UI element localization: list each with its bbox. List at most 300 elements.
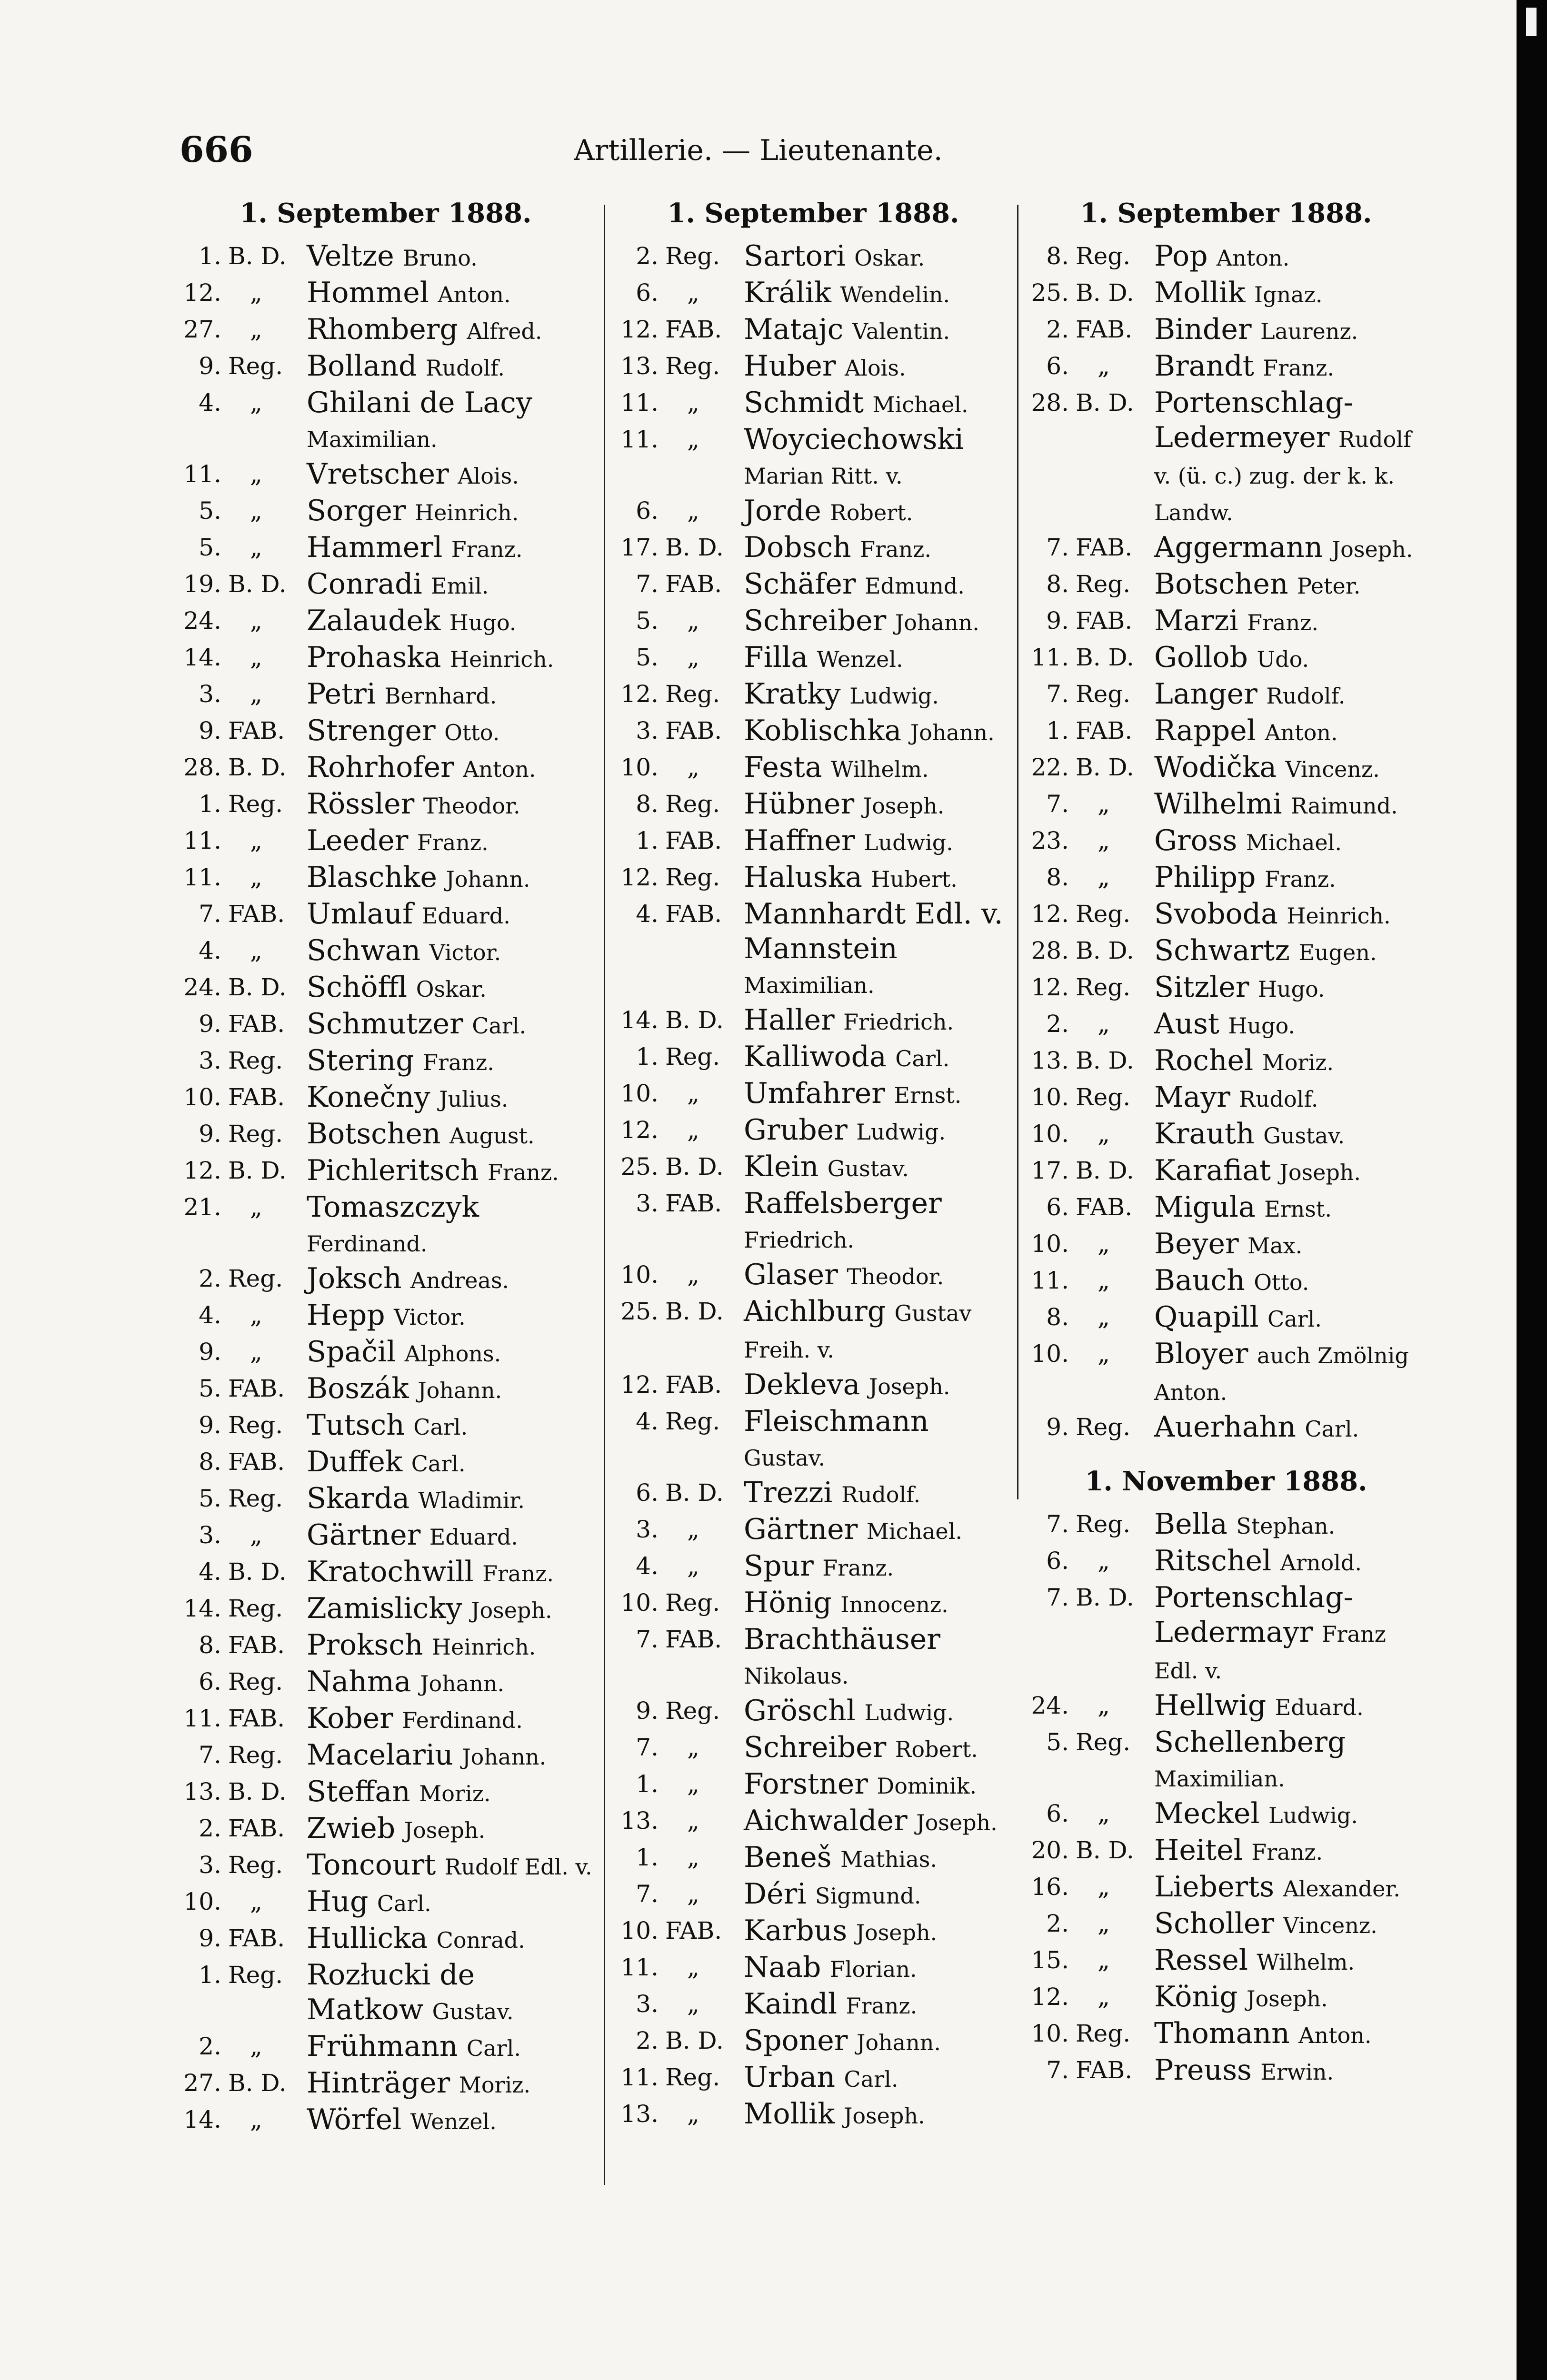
entry-surname: Kratochwill <box>307 1555 474 1589</box>
entry-unit: „ <box>250 1888 262 1916</box>
entry-name <box>307 349 595 386</box>
entry-name <box>307 1884 595 1921</box>
entry-name <box>307 2029 595 2066</box>
list-item <box>176 1335 595 1371</box>
entry-name <box>744 1003 1013 1040</box>
entry-given-name: Florian. <box>829 1956 917 1983</box>
entry-surname: Beneš <box>744 1841 832 1874</box>
list-item <box>613 1404 1013 1476</box>
entry-given-name: Ludwig. <box>856 1119 946 1145</box>
entry-unit: FAB. <box>228 1083 285 1111</box>
list-item <box>176 1958 595 2029</box>
entry-unit: Reg. <box>665 790 720 818</box>
entry-surname: Krauth <box>1154 1117 1255 1151</box>
entry-surname: Tutsch <box>307 1408 405 1442</box>
list-item <box>176 1445 595 1481</box>
entry-number: 12. <box>1031 900 1069 928</box>
entry-unit: Reg. <box>228 1961 283 1989</box>
list-item <box>176 897 595 933</box>
entry-given-name: Stephan. <box>1236 1513 1336 1539</box>
list-item <box>1024 1080 1428 1117</box>
entry-unit: FAB. <box>665 1917 722 1945</box>
entry-number: 10. <box>620 1589 659 1617</box>
list-item <box>176 1591 595 1628</box>
entry-given-name: Max. <box>1248 1233 1303 1259</box>
entry-surname: Aust <box>1154 1007 1219 1041</box>
entry-name <box>1154 1153 1428 1190</box>
entry-given-name: Rudolf. <box>1266 683 1346 709</box>
entry-surname: Zwieb <box>307 1812 396 1845</box>
entry-name <box>307 1811 595 1848</box>
entry-number: 6. <box>1046 1547 1069 1575</box>
list-item <box>1024 1300 1428 1337</box>
entry-surname: Schellenberg <box>1154 1726 1346 1759</box>
entry-name <box>307 2066 595 2102</box>
entry-given-name: Friedrich. <box>843 1009 954 1035</box>
entry-given-name: Valentin. <box>852 318 950 345</box>
entry-number: 5. <box>636 607 659 635</box>
entry-surname: Schreiber <box>744 1731 887 1765</box>
entry-unit: Reg. <box>1076 1728 1131 1756</box>
entry-number: 4. <box>199 389 221 417</box>
entry-name <box>744 1549 1013 1586</box>
list-item <box>1024 1410 1428 1447</box>
entry-number: 14. <box>620 1006 659 1034</box>
entry-surname: Bolland <box>307 349 417 383</box>
entry-surname: Hommel <box>307 276 429 310</box>
entry-surname: Botschen <box>307 1117 441 1151</box>
entry-number: 12. <box>620 316 659 344</box>
entry-unit: „ <box>1098 790 1110 818</box>
entry-unit: „ <box>687 2100 699 2128</box>
list-item <box>613 1186 1013 1258</box>
entry-unit: FAB. <box>228 1631 285 1659</box>
entry-number: 25. <box>620 1153 659 1181</box>
entry-given-name: Carl. <box>467 2035 521 2062</box>
entry-name <box>744 1877 1013 1914</box>
entry-surname: Rochel <box>1154 1044 1254 1078</box>
entry-number: 17. <box>620 534 659 562</box>
entry-given-name: Ignaz. <box>1254 282 1323 308</box>
entry-unit: B. D. <box>665 1153 724 1181</box>
entry-number: 12. <box>183 279 221 307</box>
entry-name <box>1154 1580 1428 1688</box>
entry-given-name: Wenzel. <box>817 646 903 673</box>
entry-number: 6. <box>1046 1800 1069 1828</box>
entry-unit: FAB. <box>228 1705 285 1733</box>
entry-given-name: Peter. <box>1297 573 1361 599</box>
entry-number: 5. <box>199 1485 221 1513</box>
entry-name <box>744 349 1013 386</box>
list-item <box>176 1811 595 1848</box>
entry-surname: Gollob <box>1154 641 1248 674</box>
entry-surname: Hübner <box>744 787 855 821</box>
entry-unit: FAB. <box>665 717 722 745</box>
entry-name <box>1154 1337 1428 1410</box>
entry-name <box>744 1512 1013 1549</box>
entry-unit: B. D. <box>665 1298 724 1326</box>
page-number: 666 <box>180 129 253 170</box>
entry-unit: „ <box>1098 1873 1110 1901</box>
entry-unit: Reg. <box>1076 1083 1131 1111</box>
entry-name <box>1154 239 1428 276</box>
entry-unit: Reg. <box>228 1265 283 1293</box>
entry-surname: Binder <box>1154 313 1252 347</box>
entry-given-name: Carl. <box>413 1414 468 1440</box>
list-item <box>1024 1153 1428 1190</box>
entry-given-name: Otto. <box>1254 1269 1309 1296</box>
entry-name <box>1154 677 1428 714</box>
entry-given-name: Rudolf. <box>1239 1086 1318 1112</box>
entry-surname: Spur <box>744 1549 814 1583</box>
list-item <box>1024 1007 1428 1043</box>
entry-given-name: Joseph. <box>404 1817 486 1844</box>
entry-unit: Reg. <box>665 680 720 708</box>
entry-name <box>744 567 1013 604</box>
entry-unit: „ <box>1098 1547 1110 1575</box>
list-item <box>176 2102 595 2139</box>
entry-unit: B. D. <box>665 534 724 562</box>
list-item <box>1024 2016 1428 2053</box>
list-item <box>1024 750 1428 787</box>
list-item <box>176 1848 595 1884</box>
entry-given-name: Carl. <box>895 1046 950 1072</box>
entry-surname: Déri <box>744 1877 807 1911</box>
entry-given-name: Joseph. <box>471 1597 552 1624</box>
entry-number: 7. <box>1046 790 1069 818</box>
entry-given-name: Otto. <box>444 720 500 746</box>
entry-surname: Portenschlag-Ledermeyer <box>1154 386 1353 455</box>
entry-unit: FAB. <box>1076 717 1133 745</box>
entry-surname: Konečny <box>307 1081 430 1114</box>
entry-unit: FAB. <box>1076 607 1133 635</box>
entry-name <box>744 823 1013 860</box>
entry-surname: Beyer <box>1154 1227 1239 1261</box>
entry-unit: „ <box>250 1301 262 1329</box>
entry-unit: FAB. <box>228 717 285 745</box>
list-item <box>1024 1833 1428 1870</box>
entry-unit: FAB. <box>665 1371 722 1399</box>
entry-surname: König <box>1154 1980 1238 2014</box>
entry-unit: Reg. <box>228 1851 283 1879</box>
list-item <box>176 2066 595 2102</box>
entry-unit: FAB. <box>1076 534 1133 562</box>
entry-given-name: Franz. <box>487 1160 559 1186</box>
entry-surname: Wörfel <box>307 2103 402 2137</box>
list-item <box>1024 970 1428 1007</box>
entry-given-name: Heinrich. <box>449 646 554 673</box>
entry-given-name: Wilhelm. <box>830 756 929 783</box>
entry-unit: B. D. <box>1076 1584 1134 1612</box>
list-item <box>613 1730 1013 1767</box>
list-item <box>1024 1227 1428 1263</box>
entry-name <box>307 1848 595 1884</box>
entry-number: 4. <box>636 1552 659 1580</box>
entry-surname: Jorde <box>744 494 821 528</box>
entry-name <box>307 1555 595 1591</box>
entry-unit: „ <box>250 827 262 855</box>
entry-surname: Dobsch <box>744 531 851 565</box>
list-item <box>176 787 595 823</box>
entry-surname: Ritschel <box>1154 1544 1272 1578</box>
list-item <box>613 714 1013 750</box>
entry-given-name: Julius. <box>439 1086 509 1112</box>
entry-surname: Sitzler <box>1154 971 1249 1004</box>
entry-surname: Migula <box>1154 1190 1256 1224</box>
entry-unit: B. D. <box>665 1006 724 1034</box>
entry-given-name: auch Zmölnig Anton. <box>1154 1343 1409 1406</box>
entry-name <box>744 276 1013 312</box>
list-item <box>1024 1870 1428 1906</box>
entry-unit: „ <box>687 1954 699 1982</box>
entry-unit: FAB. <box>665 570 722 598</box>
entry-name <box>744 1476 1013 1512</box>
entry-name <box>744 2097 1013 2133</box>
entry-unit: Reg. <box>228 1411 283 1439</box>
entry-number: 15. <box>1031 1946 1069 1974</box>
entry-number: 1. <box>636 827 659 855</box>
entry-surname: Bauch <box>1154 1264 1245 1298</box>
entry-given-name: Franz. <box>1264 866 1336 892</box>
entry-given-name: Ferdinand. <box>307 1231 428 1257</box>
entry-given-name: Conrad. <box>436 1927 525 1954</box>
entry-unit: „ <box>250 2106 262 2134</box>
entry-unit: „ <box>687 389 699 417</box>
entry-given-name: Joseph. <box>1279 1160 1361 1186</box>
entry-given-name: Andreas. <box>410 1268 509 1294</box>
entry-name <box>744 787 1013 823</box>
entry-surname: Haluska <box>744 861 862 894</box>
entry-name <box>307 1190 595 1261</box>
entry-unit: „ <box>1098 1230 1110 1258</box>
list-item <box>176 1007 595 1043</box>
running-head: Artillerie. — Lieutenante. <box>574 134 943 167</box>
entry-given-name: Alois. <box>845 355 906 381</box>
entry-surname: Kalliwoda <box>744 1040 887 1074</box>
entry-list <box>1024 1507 1428 2090</box>
entry-given-name: Erwin. <box>1260 2059 1334 2085</box>
entry-given-name: Carl. <box>1305 1416 1359 1442</box>
entry-unit: Reg. <box>1076 242 1131 270</box>
entry-given-name: Joseph. <box>916 1810 998 1836</box>
entry-number: 8. <box>636 790 659 818</box>
entry-name <box>744 1186 1013 1258</box>
entry-given-name: Johann. <box>446 866 530 892</box>
entry-unit: „ <box>1098 1983 1110 2011</box>
list-item <box>1024 349 1428 386</box>
entry-surname: Ressel <box>1154 1944 1248 1977</box>
entry-unit: FAB. <box>228 1924 285 1953</box>
entry-number: 2. <box>636 2027 659 2055</box>
entry-surname: Philipp <box>1154 861 1256 894</box>
entry-surname: Leeder <box>307 824 409 858</box>
entry-name <box>744 1730 1013 1767</box>
entry-name <box>1154 1870 1428 1906</box>
list-item <box>176 312 595 349</box>
entry-given-name: Maximilian. <box>307 426 438 453</box>
entry-surname: Gärtner <box>744 1513 858 1547</box>
list-item <box>1024 933 1428 970</box>
entry-given-name: Vincenz. <box>1283 1913 1377 1939</box>
entry-given-name: Franz. <box>1263 355 1334 381</box>
entry-number: 5. <box>199 534 221 562</box>
entry-number: 1. <box>199 1961 221 1989</box>
entry-given-name: Udo. <box>1257 646 1309 673</box>
entry-name <box>307 1701 595 1738</box>
entry-number: 9. <box>199 1411 221 1439</box>
entry-given-name: Anton. <box>1216 245 1290 271</box>
entry-number: 9. <box>199 717 221 745</box>
entry-surname: Petri <box>307 677 376 711</box>
list-item <box>613 386 1013 422</box>
entry-number: 12. <box>183 1157 221 1185</box>
entry-surname: Veltze <box>307 239 394 273</box>
entry-name <box>744 1404 1013 1476</box>
entry-surname: Umfahrer <box>744 1077 885 1111</box>
list-item <box>1024 386 1428 530</box>
entry-number: 3. <box>199 1521 221 1549</box>
list-item <box>613 1368 1013 1404</box>
list-item <box>1024 1263 1428 1300</box>
entry-number: 11. <box>620 1954 659 1982</box>
entry-surname: Rohrhofer <box>307 751 454 784</box>
entry-surname: Hug <box>307 1885 369 1919</box>
entry-number: 24. <box>183 973 221 1002</box>
list-item <box>613 1512 1013 1549</box>
list-item <box>1024 1544 1428 1580</box>
entry-surname: Matajc <box>744 313 844 347</box>
entry-number: 10. <box>620 1261 659 1289</box>
entry-number: 8. <box>1046 570 1069 598</box>
list-item <box>1024 1906 1428 1943</box>
entry-unit: B. D. <box>1076 937 1134 965</box>
entry-name <box>307 750 595 787</box>
entry-name <box>744 750 1013 787</box>
list-item <box>176 860 595 897</box>
list-item <box>176 567 595 604</box>
entry-unit: FAB. <box>1076 316 1133 344</box>
entry-name <box>307 897 595 933</box>
list-item <box>613 823 1013 860</box>
entry-number: 6. <box>199 1668 221 1696</box>
scan-edge-mark <box>1526 8 1537 36</box>
column-heading: 1. September 1888. <box>1080 198 1372 229</box>
entry-surname: Mollik <box>744 2097 835 2131</box>
entry-given-name: Joseph. <box>843 2103 925 2129</box>
entry-given-name: Nikolaus. <box>744 1663 849 1689</box>
entry-number: 2. <box>1046 316 1069 344</box>
entry-surname: Sorger <box>307 494 406 528</box>
entry-name <box>307 1445 595 1481</box>
list-item <box>176 750 595 787</box>
entry-number: 1. <box>636 1043 659 1071</box>
list-item <box>176 1080 595 1117</box>
list-item <box>176 1481 595 1518</box>
entry-surname: Conradi <box>307 567 422 601</box>
entry-surname: Mayr <box>1154 1081 1230 1114</box>
entry-name <box>1154 1080 1428 1117</box>
entry-name <box>744 422 1013 494</box>
entry-name <box>307 276 595 312</box>
entry-number: 13. <box>620 352 659 380</box>
entry-number: 14. <box>183 1595 221 1623</box>
entry-surname: Gross <box>1154 824 1238 858</box>
entry-unit: „ <box>687 754 699 782</box>
entry-unit: Reg. <box>1076 973 1131 1002</box>
entry-given-name: Gustav. <box>827 1156 909 1182</box>
entry-surname: Aichwalder <box>744 1804 908 1838</box>
entry-given-name: Gustav. <box>744 1445 826 1471</box>
entry-given-name: Emil. <box>431 573 489 599</box>
entry-given-name: Michael. <box>866 1518 962 1545</box>
entry-number: 14. <box>183 644 221 672</box>
entry-name <box>307 1043 595 1080</box>
entry-name <box>307 1080 595 1117</box>
list-item <box>613 1258 1013 1294</box>
entry-number: 3. <box>636 1190 659 1218</box>
entry-name <box>307 1007 595 1043</box>
entry-number: 12. <box>620 1116 659 1144</box>
entry-unit: „ <box>1098 1910 1110 1938</box>
entry-unit: „ <box>1098 1010 1110 1038</box>
entry-surname: Haffner <box>744 824 855 858</box>
entry-given-name: Ludwig. <box>864 830 953 856</box>
entry-unit: „ <box>250 1193 262 1221</box>
entry-unit: „ <box>250 534 262 562</box>
entry-given-name: Bernhard. <box>384 683 497 709</box>
list-item <box>1024 1688 1428 1725</box>
list-item <box>613 1804 1013 1840</box>
list-item <box>613 1987 1013 2023</box>
entry-given-name: Johann. <box>462 1744 547 1770</box>
entry-number: 7. <box>636 570 659 598</box>
entry-number: 13. <box>620 1807 659 1835</box>
entry-unit: FAB. <box>228 1448 285 1476</box>
entry-number: 11. <box>183 827 221 855</box>
entry-number: 11. <box>183 460 221 488</box>
entry-given-name: Anton. <box>463 756 536 783</box>
entry-unit: „ <box>250 1521 262 1549</box>
entry-name <box>1154 1833 1428 1870</box>
entry-given-name: Moriz. <box>459 2072 531 2098</box>
entry-unit: „ <box>250 497 262 525</box>
entry-unit: „ <box>687 1261 699 1289</box>
list-item <box>613 604 1013 640</box>
entry-unit: Reg. <box>1076 1510 1131 1538</box>
entry-unit: B. D. <box>1076 644 1134 672</box>
entry-given-name: Rudolf v. (ü. c.) zug. der k. k. Landw. <box>1154 426 1412 526</box>
entry-given-name: Bruno. <box>403 245 478 271</box>
entry-name <box>744 677 1013 714</box>
entry-unit: „ <box>687 1734 699 1762</box>
entry-given-name: Wladimir. <box>418 1488 525 1514</box>
entry-given-name: Joseph. <box>856 1920 938 1946</box>
list-item <box>613 530 1013 567</box>
entry-number: 7. <box>199 1741 221 1769</box>
entry-given-name: Edmund. <box>864 573 965 599</box>
list-item <box>613 750 1013 787</box>
entry-unit: FAB. <box>665 1626 722 1654</box>
entry-surname: Lieberts <box>1154 1870 1275 1904</box>
entry-name <box>1154 312 1428 349</box>
entry-number: 7. <box>636 1880 659 1908</box>
entry-given-name: Carl. <box>1268 1306 1322 1332</box>
list-item <box>613 1767 1013 1804</box>
entry-name <box>307 823 595 860</box>
list-item <box>176 1665 595 1701</box>
entry-surname: Boszák <box>307 1372 409 1406</box>
entry-surname: Wodička <box>1154 751 1277 784</box>
